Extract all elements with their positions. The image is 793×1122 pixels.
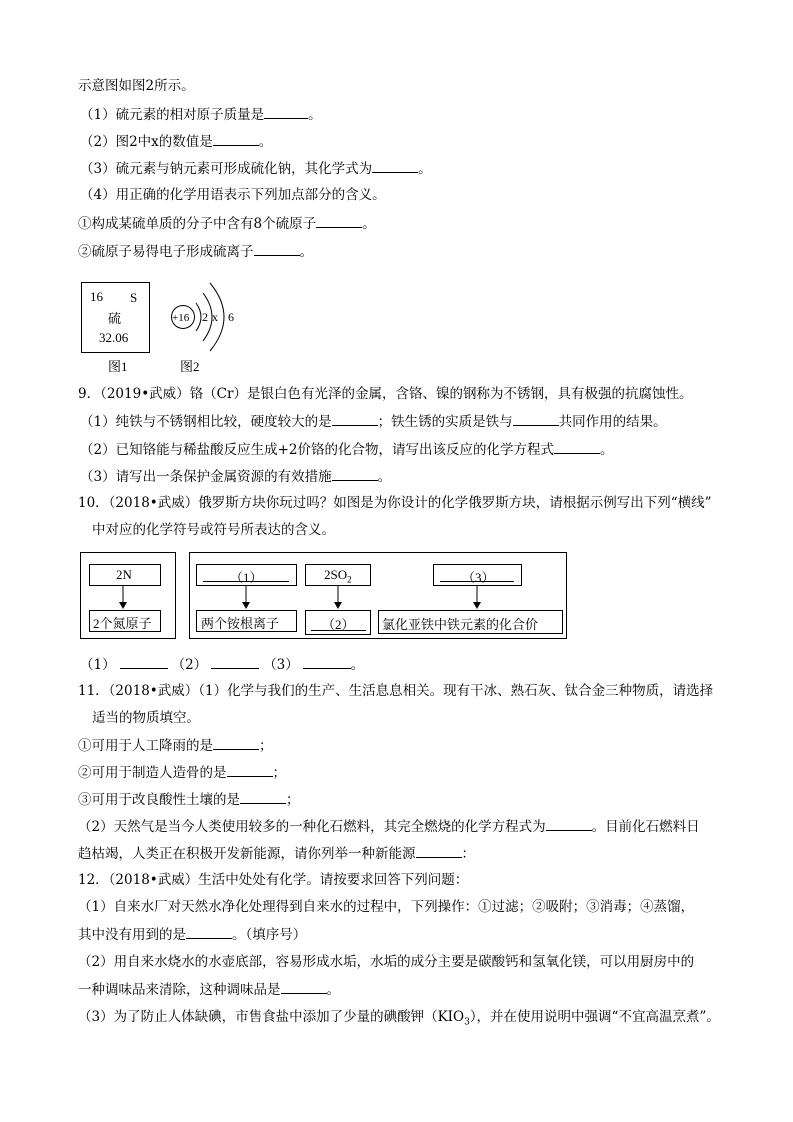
shell-2-electrons: x bbox=[212, 310, 218, 324]
block1-meaning-box: 两个铵根离子 bbox=[196, 610, 297, 632]
q11-stem-line2: 适当的物质填空。 bbox=[92, 710, 200, 726]
answer-blank[interactable] bbox=[227, 763, 273, 777]
shell-3-electrons: 6 bbox=[228, 310, 234, 324]
answer-blank[interactable] bbox=[211, 655, 259, 669]
answer-blank[interactable] bbox=[213, 132, 259, 146]
answer-blank[interactable] bbox=[303, 655, 351, 669]
element-cell-figure bbox=[81, 282, 150, 353]
block2-meaning-box: （2） bbox=[305, 610, 371, 635]
q8-part4: （4）用正确的化学用语表示下列加点部分的含义。 bbox=[80, 187, 386, 203]
example-symbol-box: 2N bbox=[89, 564, 161, 586]
q9-part2: （2）已知铬能与稀盐酸反应生成+2价铬的化合物，请写出该反应的化学方程式 。 bbox=[80, 442, 614, 458]
answer-blank[interactable] bbox=[513, 412, 559, 426]
answer-blank[interactable] bbox=[254, 242, 300, 256]
element-name: 硫 bbox=[108, 311, 122, 326]
q10-answers: （1） （2） （3） 。 bbox=[80, 657, 365, 673]
down-arrow-icon bbox=[118, 586, 128, 610]
q11-stem-line1: 11．（2018•武威）（1）化学与我们的生产、生活息息相关。现有干冰、熟石灰、钛合金三种物质，请选择 bbox=[78, 683, 714, 699]
q10-stem-line2: 中对应的化学符号或符号所表达的含义。 bbox=[92, 522, 335, 538]
answer-blank[interactable] bbox=[372, 159, 418, 173]
answer-blank[interactable] bbox=[332, 412, 378, 426]
q10-stem-line1: 10．（2018•武威）俄罗斯方块你玩过吗？如图是为你设计的化学俄罗斯方块，请根据示例写出下列“横线” bbox=[78, 495, 712, 511]
answer-blank[interactable] bbox=[316, 214, 362, 228]
block2-symbol-box: $2SO_2$ bbox=[305, 564, 371, 586]
answer-blank[interactable] bbox=[240, 790, 286, 804]
figure-2-caption: 图2 bbox=[180, 359, 200, 374]
q12-part2-line1: （2）用自来水烧水的水壶底部，容易形成水垢，水垢的成分主要是碳酸钙和氢氧化镁，可以用厨房中的 bbox=[78, 954, 695, 970]
q8-part2: （2）图2中x的数值是 。 bbox=[80, 134, 273, 150]
q8-part3: （3）硫元素与钠元素可形成硫化钠，其化学式为 。 bbox=[80, 161, 432, 177]
figure-1-caption: 图1 bbox=[108, 359, 128, 374]
electron-shell-1 bbox=[196, 303, 201, 331]
q8-intro: 示意图如图2所示。 bbox=[78, 78, 195, 94]
element-symbol: S bbox=[130, 290, 138, 305]
q9-part3: （3）请写出一条保护金属资源的有效措施 。 bbox=[80, 469, 392, 485]
answer-blank-2[interactable] bbox=[311, 630, 366, 631]
answer-blank[interactable] bbox=[120, 655, 168, 669]
example-meaning-box: 2个氮原子 bbox=[89, 610, 161, 632]
q12-part1-line1: （1）自来水厂对天然水净化处理得到自来水的过程中，下列操作：①过滤；②吸附；③消毒；④蒸馏， bbox=[78, 899, 695, 915]
q12-part2-line2: 一种调味品来清除，这种调味品是 。 bbox=[78, 982, 340, 998]
answer-blank[interactable] bbox=[554, 440, 600, 454]
q11-part2-line2: 趋枯竭，人类正在积极开发新能源，请你列举一种新能源 ： bbox=[78, 846, 475, 862]
q11-sub1: ①可用于人工降雨的是 ； bbox=[78, 738, 273, 754]
answer-blank[interactable] bbox=[186, 925, 232, 939]
answer-blank-3[interactable] bbox=[440, 581, 514, 582]
q9-stem: 9．（2019•武威）铬（Cr）是银白色有光泽的金属，含铬、镍的钢称为不锈钢，具有极强的抗腐蚀性。 bbox=[78, 386, 693, 402]
q11-part2-line1: （2）天然气是当今人类使用较多的一种化石燃料，其完全燃烧的化学方程式为 。目前化石燃料日 bbox=[78, 819, 700, 835]
nucleus-charge: +16 bbox=[172, 312, 190, 324]
shell-1-electrons: 2 bbox=[202, 310, 208, 324]
block3-meaning-box: 氯化亚铁中铁元素的化合价 bbox=[378, 610, 563, 634]
answer-blank[interactable] bbox=[213, 736, 259, 750]
answer-blank-1[interactable] bbox=[203, 581, 289, 582]
q12-part3-line1: （3）为了防止人体缺碘，市售食盐中添加了少量的碘酸钾$(KIO_3)$，并在使用说明中强调“不宜高温烹煮”。 bbox=[78, 1009, 720, 1028]
down-arrow-icon bbox=[472, 586, 482, 610]
answer-blank[interactable] bbox=[546, 817, 592, 831]
q12-part1-line2: 其中没有用到的是 。（填序号） bbox=[78, 927, 307, 943]
answer-blank[interactable] bbox=[281, 980, 327, 994]
q11-sub3: ③可用于改良酸性土壤的是 ； bbox=[78, 792, 300, 808]
atomic-mass: 32.06 bbox=[99, 330, 129, 345]
q8-sub2: ②硫原子易得电子形成硫离子 。 bbox=[78, 244, 313, 260]
down-arrow-icon bbox=[241, 586, 251, 610]
q11-sub2: ②可用于制造人造骨的是 ； bbox=[78, 765, 286, 781]
answer-blank[interactable] bbox=[332, 467, 378, 481]
down-arrow-icon bbox=[333, 586, 343, 610]
q12-stem: 12．（2018•武威）生活中处处有化学。请按要求回答下列问题： bbox=[78, 872, 469, 888]
atomic-number: 16 bbox=[90, 289, 103, 304]
q8-part1: （1）硫元素的相对原子质量是 。 bbox=[80, 107, 322, 123]
q9-part1: （1）纯铁与不锈钢相比较，硬度较大的是 ；铁生锈的实质是铁与 共同作用的结果。 bbox=[80, 414, 667, 430]
block1-symbol-box: （1） bbox=[196, 564, 297, 586]
answer-blank[interactable] bbox=[416, 844, 462, 858]
atom-structure-diagram bbox=[165, 276, 245, 358]
block3-symbol-box: （3） bbox=[433, 564, 522, 586]
answer-blank[interactable] bbox=[264, 105, 308, 119]
q8-sub1: ①构成某硫单质的分子中含有8个硫原子 。 bbox=[78, 216, 376, 232]
